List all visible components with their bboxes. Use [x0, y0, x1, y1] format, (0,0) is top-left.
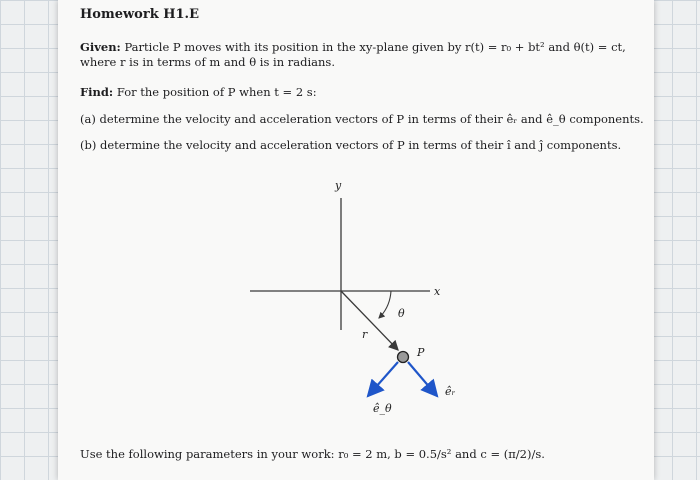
- homework-sheet: [58, 0, 654, 480]
- theta-label: θ: [398, 307, 405, 320]
- x-axis-label: x: [434, 285, 441, 298]
- part-b: (b) determine the velocity and acceleration vectors of P in terms of their î and ĵ components.: [80, 138, 622, 152]
- point-label: P: [417, 346, 425, 359]
- polar-diagram: [58, 0, 654, 480]
- find-label: Find:: [80, 85, 114, 99]
- particle-p: [398, 352, 409, 363]
- theta-arc: [379, 291, 391, 318]
- e-r-vector: [408, 362, 437, 396]
- e-theta-label: ê_θ: [373, 402, 392, 415]
- find-text: For the position of P when t = 2 s:: [116, 85, 317, 99]
- y-axis-label: y: [335, 179, 342, 192]
- given-label: Given:: [80, 40, 121, 54]
- page-title: Homework H1.E: [80, 7, 199, 22]
- part-a: (a) determine the velocity and acceleration vectors of P in terms of their êᵣ and ê_θ components.: [80, 112, 644, 126]
- given-line-2: where r is in terms of m and θ is in radians.: [80, 55, 335, 69]
- given-text-1: Particle P moves with its position in the xy-plane given by r(t) = r₀ + bt² and θ(t) = ct,: [124, 40, 626, 54]
- e-theta-vector: [368, 362, 398, 396]
- e-r-label: êᵣ: [445, 385, 456, 398]
- r-label: r: [362, 328, 368, 341]
- parameters-line: Use the following parameters in your work: r₀ = 2 m, b = 0.5/s² and c = (π/2)/s.: [80, 447, 545, 461]
